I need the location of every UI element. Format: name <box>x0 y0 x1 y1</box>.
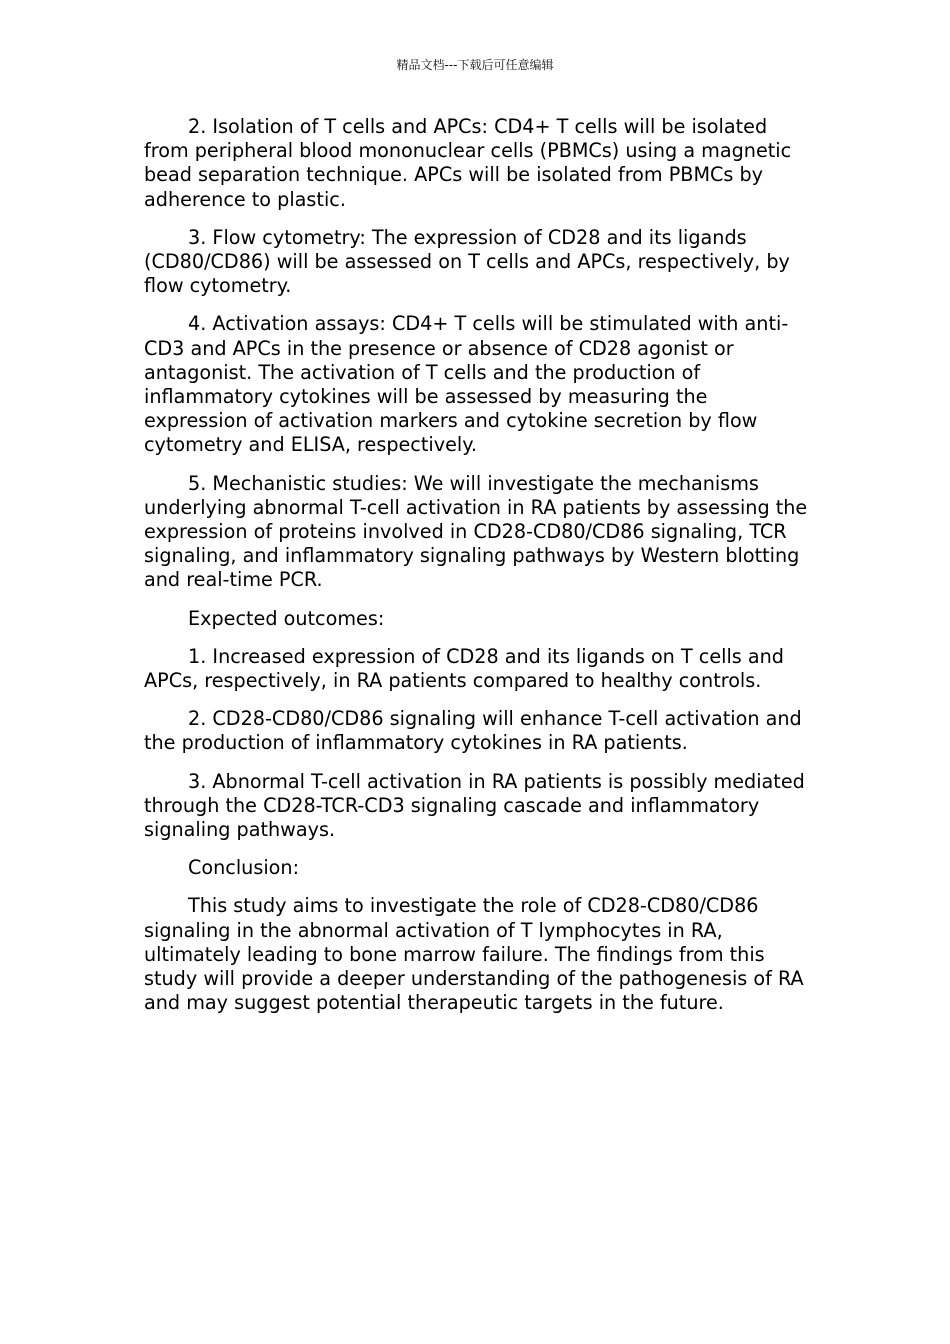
paragraph-activation-assays: 4. Activation assays: CD4+ T cells will be stimulated with anti-CD3 and APCs in the presence or absence of CD28 agonist or antagonist. The activation of T cells and the production of inflammatory cytokines will be assessed by measuring the expression of activation markers and cytokine secretion by flow cytometry and ELISA, respectively. <box>144 312 789 457</box>
paragraph-outcome-1: 1. Increased expression of CD28 and its ligands on T cells and APCs, respectively, in RA patients compared to healthy controls. <box>144 644 784 693</box>
paragraph-flow-cytometry: 3. Flow cytometry: The expression of CD28 and its ligands (CD80/CD86) will be assessed on T cells and APCs, respectively, by flow cytometry. <box>144 225 790 298</box>
paragraph-mechanistic-studies: 5. Mechanistic studies: We will investigate the mechanisms underlying abnormal T-cell activation in RA patients by assessing the expression of proteins involved in CD28-CD80/CD86 signaling, TCR signaling, and inflammatory signaling pathways by Western blotting and real-time PCR. <box>144 471 808 592</box>
heading-conclusion: Conclusion: <box>188 856 300 880</box>
document-body <box>144 115 810 1030</box>
heading-expected-outcomes: Expected outcomes: <box>188 606 385 630</box>
paragraph-outcome-2: 2. CD28-CD80/CD86 signaling will enhance T-cell activation and the production of inflammatory cytokines in RA patients. <box>144 707 802 755</box>
paragraph-conclusion: This study aims to investigate the role of CD28-CD80/CD86 signaling in the abnormal activation of T lymphocytes in RA, ultimately leading to bone marrow failure. The findings from this study will provide a deeper understanding of the pathogenesis of RA and may suggest potential therapeutic targets in the future. <box>144 894 804 1015</box>
paragraph-outcome-3: 3. Abnormal T-cell activation in RA patients is possibly mediated through the CD28-TCR-CD3 signaling cascade and inflammatory signaling pathways. <box>144 769 805 842</box>
page-header: 精品文档---下载后可任意编辑 <box>396 58 554 72</box>
paragraph-isolation: 2. Isolation of T cells and APCs: CD4+ T cells will be isolated from peripheral blood mononuclear cells (PBMCs) using a magnetic bead separation technique. APCs will be isolated from PBMCs by adherence to plastic. <box>144 115 792 211</box>
